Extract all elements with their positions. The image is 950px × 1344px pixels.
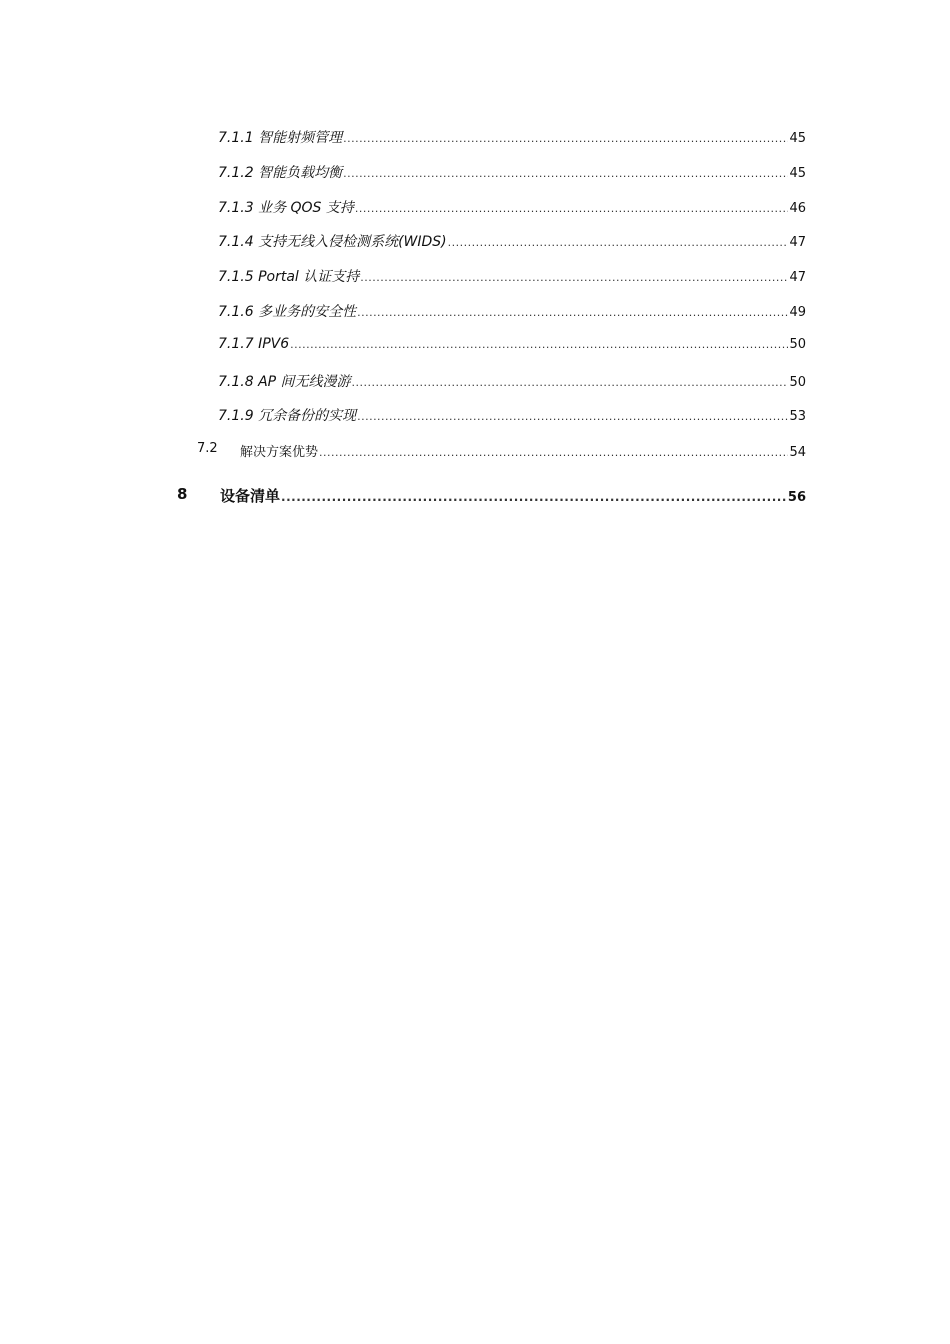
toc-entry-7-1-9[interactable]: [0, 405, 950, 427]
toc-dot-leader: [360, 271, 788, 284]
toc-section-number: 7.2: [197, 441, 218, 456]
toc-entry-title[interactable]: 7.1.8 AP 间无线漫游: [218, 374, 351, 390]
toc-entry-title[interactable]: 7.1.9 冗余备份的实现: [218, 408, 357, 424]
toc-entry-7-1-3[interactable]: [0, 197, 950, 219]
toc-dot-leader: [352, 376, 789, 389]
toc-entry-title[interactable]: 7.1.3 业务 QOS 支持: [218, 200, 354, 216]
toc-entry-title[interactable]: 设备清单: [220, 487, 281, 505]
toc-dot-leader: [343, 167, 788, 180]
toc-entry-title[interactable]: 7.1.2 智能负载均衡: [218, 165, 343, 181]
toc-entry-7-1-5[interactable]: [0, 266, 950, 288]
toc-dot-leader: [290, 338, 788, 351]
toc-dot-leader: [357, 410, 788, 423]
toc-dot-leader: [281, 490, 787, 504]
toc-dot-leader: [343, 132, 788, 145]
toc-entry-7-1-2[interactable]: [0, 162, 950, 184]
toc-entry-8[interactable]: [0, 485, 950, 507]
toc-page-number[interactable]: 46: [789, 201, 806, 216]
toc-page-number[interactable]: 47: [789, 270, 806, 285]
toc-dot-leader: [357, 306, 788, 319]
toc-entry-7-1-4[interactable]: [0, 231, 950, 253]
toc-entry-title[interactable]: 7.1.4 支持无线入侵检测系统(WIDS): [218, 234, 447, 250]
toc-entry-title[interactable]: 7.1.6 多业务的安全性: [218, 304, 357, 320]
toc-entry-title[interactable]: 7.1.7 IPV6: [218, 336, 290, 352]
toc-dot-leader: [319, 446, 788, 459]
toc-dot-leader: [355, 202, 789, 215]
toc-page-number[interactable]: 45: [789, 166, 806, 181]
toc-entry-7-2[interactable]: [0, 441, 950, 463]
toc-entry-title[interactable]: 7.1.1 智能射频管理: [218, 130, 343, 146]
toc-page-number[interactable]: 50: [789, 337, 806, 352]
toc-page-number[interactable]: 49: [789, 305, 806, 320]
toc-page-number[interactable]: 45: [789, 131, 806, 146]
toc-entry-7-1-8[interactable]: [0, 371, 950, 393]
toc-entry-title[interactable]: 7.1.5 Portal 认证支持: [218, 269, 360, 285]
toc-entry-title[interactable]: 解决方案优势: [240, 445, 319, 460]
toc-entry-7-1-1[interactable]: [0, 127, 950, 149]
toc-entry-7-1-6[interactable]: [0, 301, 950, 323]
toc-entry-7-1-7[interactable]: [0, 336, 950, 358]
toc-dot-leader: [448, 236, 789, 249]
toc-section-number: 8: [177, 485, 188, 503]
toc-page-number[interactable]: 50: [789, 375, 806, 390]
toc-page-number[interactable]: 54: [789, 445, 806, 460]
toc-page-number[interactable]: 47: [789, 235, 806, 250]
toc-page-number[interactable]: 53: [789, 409, 806, 424]
toc-page-number[interactable]: 56: [787, 490, 806, 505]
